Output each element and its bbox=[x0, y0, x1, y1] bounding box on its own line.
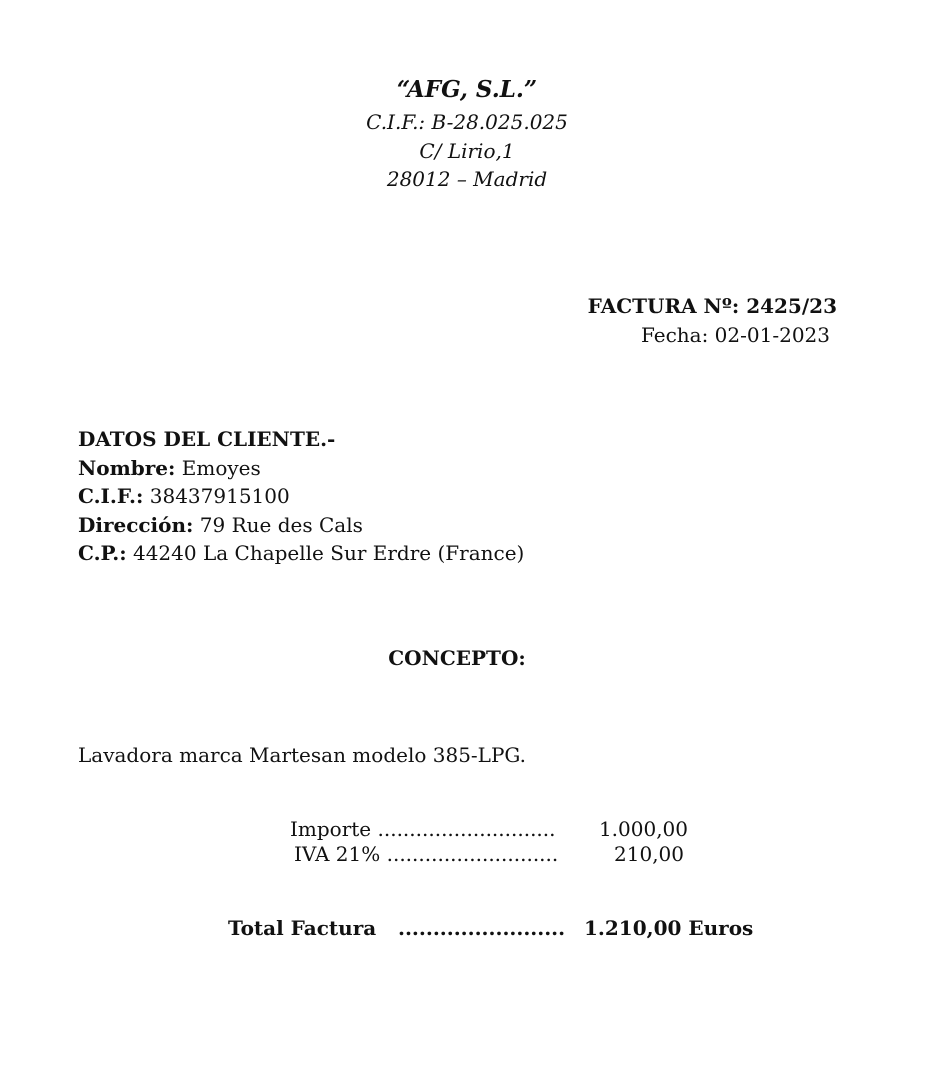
client-address-value: 79 Rue des Cals bbox=[193, 512, 363, 537]
client-address-row bbox=[78, 511, 524, 540]
company-cif: C.I.F.: B-28.025.025 bbox=[366, 110, 568, 134]
client-cp-label: C.P.: bbox=[78, 541, 127, 565]
total-dots: ........................ bbox=[398, 916, 566, 940]
concepto-title: CONCEPTO: bbox=[388, 646, 526, 670]
company-address: C/ Lirio,1 bbox=[419, 139, 515, 163]
client-cif-label: C.I.F.: bbox=[78, 484, 144, 508]
invoice-date: Fecha: 02-01-2023 bbox=[640, 323, 830, 347]
client-title: DATOS DEL CLIENTE.- bbox=[78, 427, 336, 451]
iva-label: IVA 21% ........................... bbox=[294, 842, 559, 866]
client-address-label: Dirección: bbox=[78, 512, 194, 537]
client-cif-value: 38437915100 bbox=[143, 484, 290, 508]
company-name: “AFG, S.L.” bbox=[396, 76, 538, 103]
importe-label: Importe ............................ bbox=[290, 817, 556, 841]
client-name-row bbox=[78, 454, 524, 483]
client-data-section bbox=[78, 425, 524, 568]
total-label: Total Factura bbox=[228, 916, 377, 940]
concepto-description: Lavadora marca Martesan modelo 385-LPG. bbox=[78, 743, 527, 767]
client-cp-row bbox=[78, 539, 524, 568]
client-cif-row bbox=[78, 482, 524, 511]
client-section-title bbox=[78, 425, 524, 454]
client-cp-value: 44240 La Chapelle Sur Erdre (France) bbox=[126, 541, 525, 565]
client-name-label: Nombre: bbox=[78, 455, 176, 480]
importe-value: 1.000,00 bbox=[598, 817, 688, 841]
company-city: 28012 – Madrid bbox=[386, 167, 548, 191]
client-name-value: Emoyes bbox=[175, 455, 261, 480]
iva-value: 210,00 bbox=[614, 842, 684, 866]
total-value: 1.210,00 Euros bbox=[584, 916, 754, 940]
invoice-number: FACTURA Nº: 2425/23 bbox=[587, 294, 837, 318]
